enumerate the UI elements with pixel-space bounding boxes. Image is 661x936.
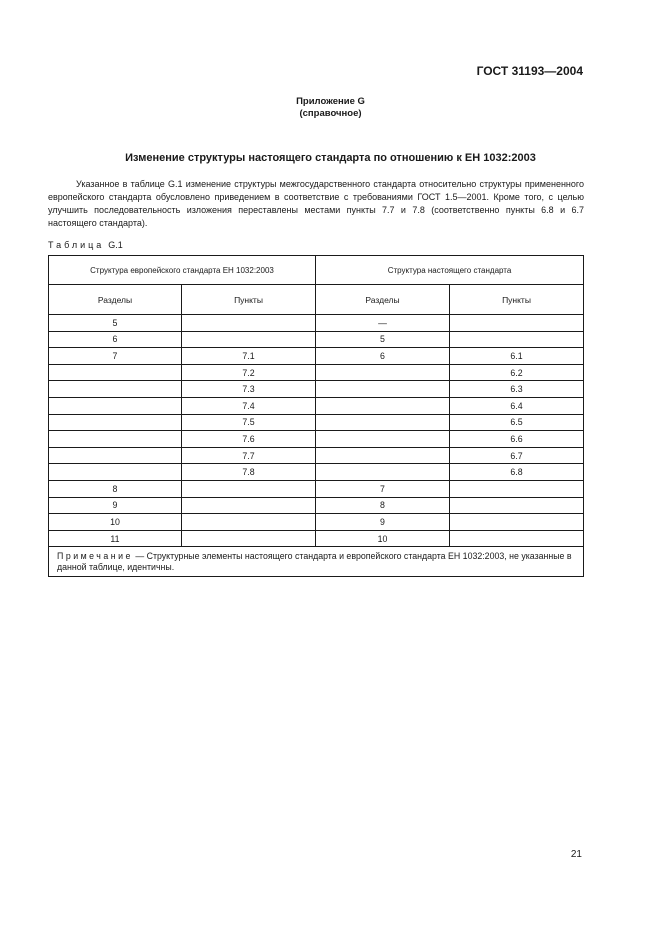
table-cell: 7 <box>316 480 450 497</box>
table-cell <box>182 497 316 514</box>
table-cell: 5 <box>316 331 450 348</box>
table-note <box>49 547 584 577</box>
table-cell <box>450 315 584 332</box>
table-row <box>49 447 584 464</box>
structure-table <box>48 255 584 577</box>
table-cell: 6.8 <box>450 464 584 481</box>
table-cell: 7.4 <box>182 397 316 414</box>
table-cell <box>316 431 450 448</box>
table-cell <box>316 381 450 398</box>
table-cell: 6 <box>49 331 182 348</box>
table-cell <box>49 397 182 414</box>
table-cell: 5 <box>49 315 182 332</box>
table-cell <box>450 497 584 514</box>
table-cell <box>316 364 450 381</box>
table-cell <box>450 480 584 497</box>
table-cell <box>182 480 316 497</box>
table-cell: 7.1 <box>182 348 316 365</box>
table-cell: 7.8 <box>182 464 316 481</box>
table-cell: 10 <box>316 530 450 547</box>
table-row <box>49 431 584 448</box>
table-cell <box>316 464 450 481</box>
group-header-current: Структура настоящего стандарта <box>316 256 584 285</box>
table-cell: 6.7 <box>450 447 584 464</box>
table-cell: 7.5 <box>182 414 316 431</box>
table-cell <box>49 364 182 381</box>
table-cell: 11 <box>49 530 182 547</box>
table-row <box>49 514 584 531</box>
table-cell: 7.2 <box>182 364 316 381</box>
table-cell: 6.4 <box>450 397 584 414</box>
table-cell: 7 <box>49 348 182 365</box>
table-row <box>49 364 584 381</box>
table-cell <box>182 315 316 332</box>
intro-paragraph: Указанное в таблице G.1 изменение структуры межгосударственного стандарта относительно структуры примененного европейского стандарта обусловлено приведением в соответствие с требованиями ГОСТ 1.5—2001. Кроме того, с целью улучшить последовательность изложения переставлены местами пункты 7.7 и 7.8 (соответственно пункты 6.8 и 6.7 настоящего стандарта). <box>48 179 584 228</box>
table-cell: 10 <box>49 514 182 531</box>
table-cell: 8 <box>316 497 450 514</box>
table-cell: 9 <box>316 514 450 531</box>
column-header: Пункты <box>182 285 316 315</box>
section-heading: Изменение структуры настоящего стандарта по отношению к ЕН 1032:2003 <box>125 152 536 164</box>
note-label: Примечание <box>57 551 133 562</box>
table-cell: 6.3 <box>450 381 584 398</box>
column-header-row <box>49 285 584 315</box>
table-row <box>49 348 584 365</box>
table-cell <box>450 530 584 547</box>
table-cell <box>49 431 182 448</box>
group-header-row <box>49 256 584 285</box>
table-row <box>49 464 584 481</box>
column-header: Разделы <box>49 285 182 315</box>
table-cell: — <box>316 315 450 332</box>
table-row <box>49 331 584 348</box>
table-cell: 8 <box>49 480 182 497</box>
table-row <box>49 381 584 398</box>
table-cell <box>182 530 316 547</box>
table-cell <box>450 514 584 531</box>
table-row <box>49 414 584 431</box>
table-cell: 7.3 <box>182 381 316 398</box>
group-header-european: Структура европейского стандарта ЕН 1032:2003 <box>49 256 316 285</box>
table-cell: 6.5 <box>450 414 584 431</box>
table-row <box>49 397 584 414</box>
table-cell <box>182 514 316 531</box>
note-row <box>49 547 584 577</box>
table-cell: 6 <box>316 348 450 365</box>
table-caption-number: G.1 <box>108 240 123 250</box>
table-cell: 7.6 <box>182 431 316 448</box>
table-cell: 9 <box>49 497 182 514</box>
appendix-block <box>0 96 661 120</box>
table-caption <box>48 240 123 250</box>
table-cell <box>316 447 450 464</box>
table-cell <box>450 331 584 348</box>
column-header: Разделы <box>316 285 450 315</box>
appendix-title: Приложение G <box>296 96 365 107</box>
table-caption-prefix: Таблица <box>48 240 105 250</box>
table-row <box>49 497 584 514</box>
table-row <box>49 530 584 547</box>
table-cell: 6.2 <box>450 364 584 381</box>
table-cell: 6.6 <box>450 431 584 448</box>
appendix-subtitle: (справочное) <box>299 108 362 119</box>
table-cell <box>49 381 182 398</box>
table-cell <box>49 464 182 481</box>
table-cell <box>316 414 450 431</box>
table-cell: 7.7 <box>182 447 316 464</box>
document-code: ГОСТ 31193—2004 <box>476 64 583 78</box>
table-row <box>49 480 584 497</box>
table-cell: 6.1 <box>450 348 584 365</box>
column-header: Пункты <box>450 285 584 315</box>
note-text: — Структурные элементы настоящего стандарта и европейского стандарта ЕН 1032:2003, не указанные в данной таблице, идентичны. <box>57 551 572 573</box>
table-row <box>49 315 584 332</box>
page-number: 21 <box>570 849 582 860</box>
table-cell <box>316 397 450 414</box>
table-cell <box>182 331 316 348</box>
table-cell <box>49 447 182 464</box>
table-cell <box>49 414 182 431</box>
